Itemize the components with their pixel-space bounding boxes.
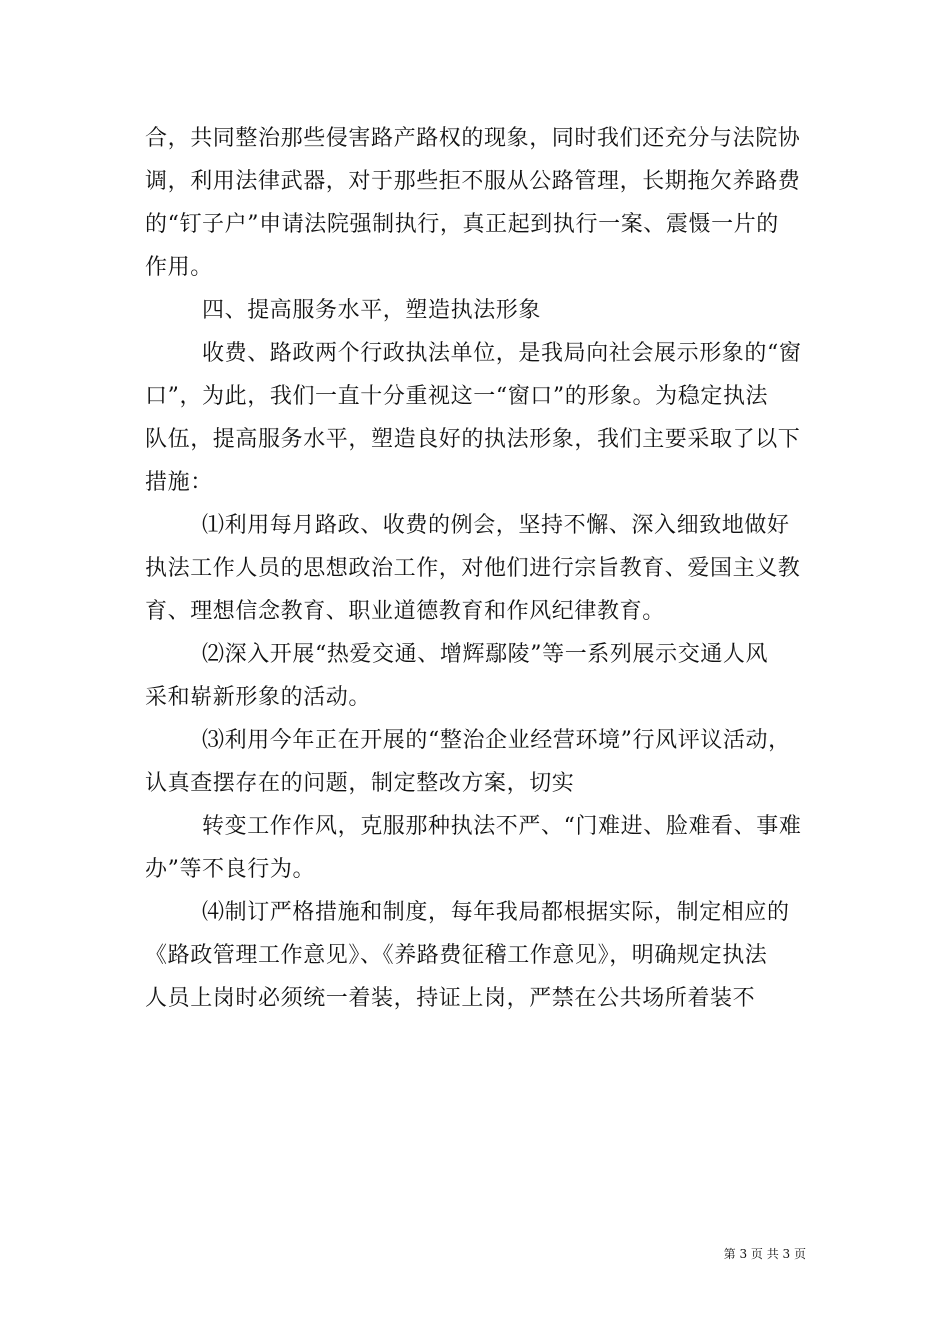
text-line: 措施： <box>145 470 213 495</box>
text-line: 执法工作人员的思想政治工作，对他们进行宗旨教育、爱国主义教 <box>145 556 801 581</box>
text-line: ⑵深入开展“热爱交通、增辉鄢陵”等一系列展示交通人风 <box>202 642 769 667</box>
text-line: 口”，为此，我们一直十分重视这一“窗口”的形象。为稳定执法 <box>145 384 769 409</box>
text-line: 采和崭新形象的活动。 <box>145 685 372 710</box>
page-number-footer: 第 3 页 共 3 页 <box>723 1247 806 1261</box>
text-line: ⑶利用今年正在开展的“整治企业经营环境”行风评议活动， <box>202 728 791 753</box>
text-line: 转变工作作风，克服那种执法不严、“门难进、脸难看、事难 <box>202 814 802 839</box>
text-line: 《路政管理工作意见》、《养路费征稽工作意见》，明确规定执法 <box>145 943 768 968</box>
text-line: 调，利用法律武器，对于那些拒不服从公路管理，长期拖欠养路费 <box>145 169 801 194</box>
text-line: 育、理想信念教育、职业道德教育和作风纪律教育。 <box>145 599 665 624</box>
text-line: 四、提高服务水平，塑造执法形象 <box>202 298 542 323</box>
text-line: 的“钉子户”申请法院强制执行，真正起到执行一案、震慑一片的 <box>145 212 779 237</box>
text-line: 作用。 <box>145 255 213 280</box>
text-line: ⑷制订严格措施和制度，每年我局都根据实际，制定相应的 <box>202 900 790 925</box>
text-line: 认真查摆存在的问题，制定整改方案，切实 <box>145 771 575 796</box>
text-line: ⑴利用每月路政、收费的例会，坚持不懈、深入细致地做好 <box>202 513 790 538</box>
text-line: 人员上岗时必须统一着装，持证上岗，严禁在公共场所着装不 <box>145 986 756 1011</box>
text-line: 收费、路政两个行政执法单位，是我局向社会展示形象的“窗 <box>202 341 802 366</box>
text-line: 合，共同整治那些侵害路产路权的现象，同时我们还充分与法院协 <box>145 126 801 151</box>
text-line: 队伍，提高服务水平，塑造良好的执法形象，我们主要采取了以下 <box>145 427 801 452</box>
document-body <box>145 117 815 1020</box>
text-line: 办”等不良行为。 <box>145 857 316 882</box>
